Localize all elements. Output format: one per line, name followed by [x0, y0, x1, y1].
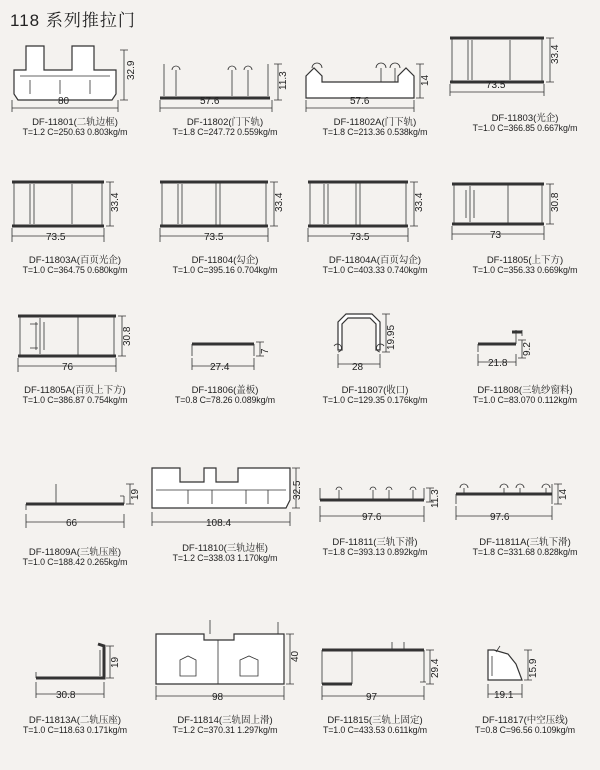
profile-code: DF-11806(盖板) — [191, 385, 259, 396]
profile-code: DF-11808(三轨纱窗料) — [477, 385, 573, 396]
dimension-width: 28 — [352, 362, 364, 373]
profile-card — [300, 620, 450, 770]
dimension-height: 29.4 — [430, 658, 441, 678]
dimension-width: 73.5 — [204, 232, 224, 243]
profile-code: DF-11803(光企) — [491, 113, 559, 124]
profile-code: DF-11802A(门下轨) — [333, 117, 417, 128]
profile-card — [450, 300, 600, 450]
profile-spec: T=1.2 C=250.63 0.803kg/m — [22, 127, 128, 137]
profile-spec: T=1.0 C=356.33 0.669kg/m — [472, 265, 578, 275]
dimension-width: 97.6 — [490, 512, 510, 523]
dimension-height: 11.3 — [430, 489, 441, 508]
dimension-width: 57.6 — [200, 96, 220, 107]
dimension-width: 108.4 — [206, 518, 232, 529]
profile-card — [0, 160, 150, 310]
profile-card — [150, 160, 300, 310]
profile-card — [450, 20, 600, 170]
dimension-width: 73.5 — [486, 80, 506, 91]
profile-spec: T=1.8 C=213.36 0.538kg/m — [322, 127, 428, 137]
dimension-width: 27.4 — [210, 362, 230, 373]
dimension-height: 14 — [558, 488, 569, 500]
dimension-height: 19 — [130, 488, 141, 500]
page-title: 118 系列推拉门 — [10, 11, 136, 30]
profile-spec: T=1.0 C=433.53 0.611kg/m — [322, 725, 428, 735]
profile-drawing — [0, 620, 150, 770]
profile-code: DF-11805(上下方) — [486, 255, 564, 266]
profile-code: DF-11817(中空压线) — [482, 715, 568, 726]
profile-drawing — [450, 160, 600, 310]
profile-code: DF-11804A(百页勾企) — [328, 255, 422, 266]
profile-card — [450, 460, 600, 610]
profile-card — [450, 160, 600, 310]
profile-drawing — [150, 460, 303, 610]
profile-code: DF-11802(门下轨) — [186, 117, 264, 128]
profile-card — [150, 20, 300, 170]
profile-code: DF-11813A(二轨压座) — [28, 715, 122, 726]
profile-code: DF-11811(三轨下滑) — [332, 537, 418, 548]
profile-spec: T=0.8 C=78.26 0.089kg/m — [175, 395, 275, 405]
profile-drawing — [150, 20, 300, 170]
profile-drawing — [0, 20, 150, 170]
dimension-width: 73 — [490, 230, 502, 241]
profile-spec: T=0.8 C=96.56 0.109kg/m — [475, 725, 575, 735]
profile-code: DF-11814(三轨固上滑) — [177, 715, 273, 726]
profile-spec: T=1.8 C=247.72 0.559kg/m — [172, 127, 278, 137]
profile-card — [300, 300, 450, 450]
profile-code: DF-11803A(百页光企) — [28, 255, 122, 266]
profile-spec: T=1.0 C=118.63 0.171kg/m — [22, 725, 128, 735]
profile-card — [0, 620, 150, 770]
profile-card — [150, 300, 300, 450]
dimension-height: 32.9 — [126, 60, 137, 80]
dimension-height: 30.8 — [550, 192, 561, 212]
dimension-width: 98 — [212, 692, 224, 703]
dimension-height: 30.8 — [122, 326, 133, 346]
profile-drawing — [300, 160, 450, 310]
dimension-width: 57.6 — [350, 96, 370, 107]
profile-code: DF-11807(收口) — [341, 385, 409, 396]
profile-code: DF-11801(二轨边框) — [32, 117, 118, 128]
dimension-height: 15.9 — [528, 658, 539, 678]
dimension-height: 33.4 — [550, 44, 561, 64]
profile-code: DF-11804(勾企) — [191, 255, 259, 266]
profile-spec: T=1.2 C=338.03 1.170kg/m — [172, 553, 278, 563]
profile-spec: T=1.0 C=386.87 0.754kg/m — [22, 395, 128, 405]
dimension-width: 30.8 — [56, 690, 76, 701]
profile-spec: T=1.0 C=83.070 0.112kg/m — [472, 395, 578, 405]
profile-spec: T=1.8 C=331.68 0.828kg/m — [472, 547, 578, 557]
profile-drawing — [300, 20, 450, 170]
profile-drawing — [150, 160, 300, 310]
profile-card — [300, 20, 450, 170]
profile-card — [150, 620, 300, 770]
dimension-width: 97 — [366, 692, 378, 703]
profile-card — [300, 160, 450, 310]
profile-card — [0, 300, 150, 450]
dimension-width: 76 — [62, 362, 74, 373]
dimension-height: 11.3 — [278, 71, 289, 90]
profile-code: DF-11810(三轨边框) — [182, 543, 268, 554]
profile-card — [0, 20, 150, 170]
profile-drawing — [150, 300, 300, 450]
dimension-height: 33.4 — [274, 192, 285, 212]
dimension-height: 32.5 — [292, 480, 303, 500]
profile-spec: T=1.0 C=188.42 0.265kg/m — [22, 557, 128, 567]
profile-code: DF-11805A(百页上下方) — [24, 385, 126, 396]
profile-drawing — [0, 160, 150, 310]
profile-spec: T=1.0 C=364.75 0.680kg/m — [22, 265, 128, 275]
profile-spec: T=1.0 C=395.16 0.704kg/m — [172, 265, 278, 275]
profile-card — [450, 620, 600, 770]
profile-card — [150, 460, 303, 610]
profile-drawing — [450, 300, 600, 450]
dimension-height: 7 — [260, 348, 271, 354]
dimension-height: 9.2 — [522, 342, 533, 356]
dimension-width: 80 — [58, 96, 70, 107]
dimension-height: 33.4 — [110, 192, 121, 212]
profile-drawing — [150, 620, 300, 770]
profile-drawing — [0, 300, 150, 450]
profile-card — [0, 460, 150, 610]
profile-code: DF-11811A(三轨下滑) — [479, 537, 571, 548]
dimension-width: 19.1 — [494, 690, 514, 701]
profile-spec: T=1.0 C=366.85 0.667kg/m — [472, 123, 578, 133]
dimension-width: 21.8 — [488, 358, 508, 369]
profile-drawing — [300, 300, 450, 450]
dimension-width: 73.5 — [350, 232, 370, 243]
dimension-width: 73.5 — [46, 232, 66, 243]
profile-drawing — [450, 20, 600, 170]
dimension-height: 19.95 — [386, 324, 397, 350]
dimension-height: 40 — [290, 650, 301, 662]
dimension-width: 66 — [66, 518, 78, 529]
dimension-height: 19 — [110, 656, 121, 668]
dimension-width: 97.6 — [362, 512, 382, 523]
dimension-height: 14 — [420, 74, 431, 86]
profile-spec: T=1.0 C=129.35 0.176kg/m — [322, 395, 428, 405]
dimension-height: 33.4 — [414, 192, 425, 212]
profile-spec: T=1.8 C=393.13 0.892kg/m — [322, 547, 428, 557]
profile-spec: T=1.2 C=370.31 1.297kg/m — [172, 725, 278, 735]
profile-code: DF-11809A(三轨压座) — [28, 547, 122, 558]
profile-drawing — [0, 460, 150, 610]
profile-drawing — [450, 620, 600, 770]
profile-spec: T=1.0 C=403.33 0.740kg/m — [322, 265, 428, 275]
profile-code: DF-11815(三轨上固定) — [327, 715, 423, 726]
profile-drawing — [300, 620, 450, 770]
profile-card — [300, 460, 450, 610]
